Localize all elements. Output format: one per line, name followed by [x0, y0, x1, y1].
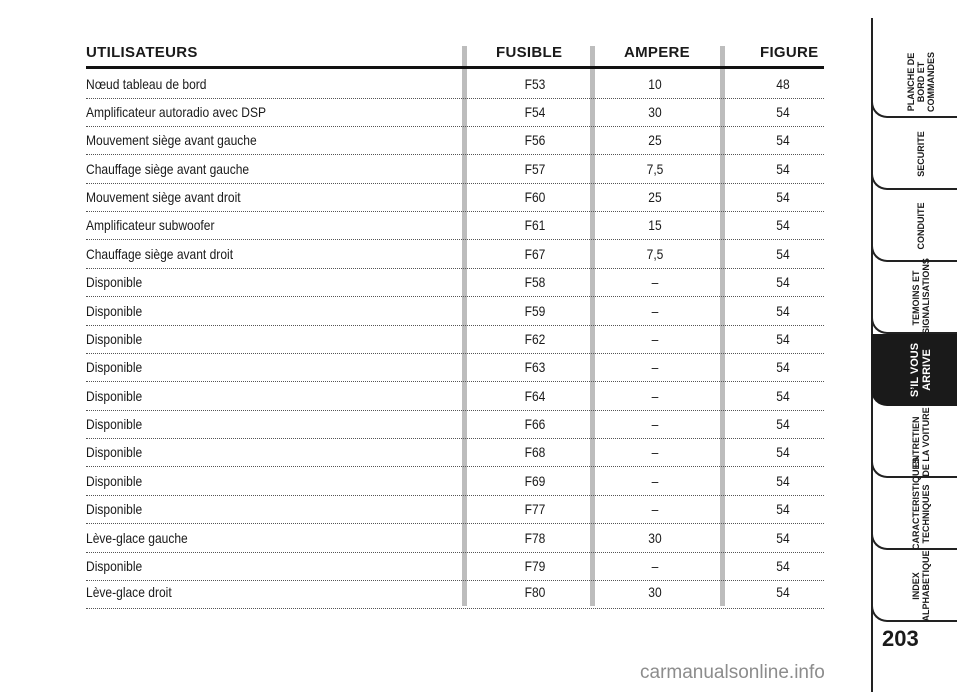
row-name: Disponible: [86, 331, 143, 347]
chapter-tab-label: CARACTERISTIQUES TECHNIQUES: [911, 457, 931, 550]
row-fuse: F62: [524, 331, 546, 347]
row-fuse: F77: [524, 501, 546, 517]
row-figure: 54: [776, 416, 790, 432]
row-amp: 30: [648, 530, 662, 546]
chapter-tab-label: SECURITE: [916, 131, 926, 177]
row-amp: –: [651, 473, 659, 489]
row-fuse: F80: [524, 584, 546, 600]
row-fuse: F54: [524, 104, 546, 120]
row-fuse: F64: [524, 388, 546, 404]
table-row: [86, 126, 824, 155]
chapter-tab[interactable]: [871, 190, 960, 262]
row-fuse: F67: [524, 246, 546, 262]
row-amp: 30: [648, 104, 662, 120]
row-amp: 15: [648, 217, 662, 233]
row-amp: –: [651, 359, 659, 375]
chapter-sidebar: [871, 0, 960, 692]
row-name: Lève-glace droit: [86, 584, 172, 600]
chapter-tab-label: INDEX ALPHABETIQUE: [911, 550, 931, 622]
row-amp: –: [651, 303, 659, 319]
row-fuse: F58: [524, 274, 546, 290]
row-figure: 54: [776, 473, 790, 489]
row-figure: 54: [776, 217, 790, 233]
row-fuse: F63: [524, 359, 546, 375]
row-amp: –: [651, 416, 659, 432]
chapter-tab-label: PLANCHE DE BORD ET COMMANDES: [906, 52, 936, 112]
row-figure: 54: [776, 132, 790, 148]
chapter-tab[interactable]: [871, 46, 960, 118]
row-name: Disponible: [86, 501, 143, 517]
row-name: Nœud tableau de bord: [86, 76, 207, 92]
row-figure: 54: [776, 274, 790, 290]
row-amp: –: [651, 501, 659, 517]
row-figure: 54: [776, 501, 790, 517]
chapter-tab[interactable]: [871, 550, 960, 622]
row-figure: 54: [776, 303, 790, 319]
row-fuse: F78: [524, 530, 546, 546]
row-fuse: F69: [524, 473, 546, 489]
row-name: Mouvement siège avant gauche: [86, 132, 257, 148]
table-row: [86, 240, 824, 269]
tab-shape: [871, 118, 957, 190]
row-amp: 25: [648, 189, 662, 205]
page-number: 203: [882, 626, 919, 651]
row-figure: 54: [776, 558, 790, 574]
chapter-tab-label: TEMOINS ET SIGNALISATIONS: [911, 258, 931, 334]
row-name: Chauffage siège avant droit: [86, 246, 234, 262]
header-figure: FIGURE: [760, 44, 819, 61]
chapter-tab[interactable]: [871, 457, 960, 550]
row-fuse: F61: [524, 217, 546, 233]
table-row: [86, 297, 824, 326]
row-fuse: F68: [524, 444, 546, 460]
row-figure: 54: [776, 246, 790, 262]
row-figure: 54: [776, 359, 790, 375]
table-row: [86, 438, 824, 467]
row-name: Disponible: [86, 359, 143, 375]
row-name: Chauffage siège avant gauche: [86, 161, 250, 177]
row-name: Disponible: [86, 416, 143, 432]
row-fuse: F60: [524, 189, 546, 205]
row-amp: 10: [648, 76, 662, 92]
table-row: [86, 552, 824, 581]
table-row: [86, 325, 824, 354]
row-name: Disponible: [86, 303, 143, 319]
chapter-tab-label: ENTRETIEN DE LA VOITURE: [911, 407, 931, 477]
row-name: Disponible: [86, 473, 143, 489]
row-amp: –: [651, 558, 659, 574]
table-row: [86, 382, 824, 411]
row-amp: 25: [648, 132, 662, 148]
row-fuse: F57: [524, 161, 546, 177]
table-row: [86, 70, 824, 99]
row-amp: –: [651, 274, 659, 290]
header-fuse: FUSIBLE: [496, 44, 563, 61]
row-figure: 54: [776, 444, 790, 460]
table-row: [86, 495, 824, 524]
header-user: UTILISATEURS: [86, 44, 198, 61]
row-amp: 7,5: [646, 246, 664, 262]
row-figure: 54: [776, 189, 790, 205]
header-rule: [86, 66, 824, 69]
row-fuse: F66: [524, 416, 546, 432]
row-fuse: F53: [524, 76, 546, 92]
row-figure: 54: [776, 104, 790, 120]
row-figure: 54: [776, 584, 790, 600]
row-fuse: F56: [524, 132, 546, 148]
row-name: Lève-glace gauche: [86, 530, 188, 546]
table-row: [86, 353, 824, 382]
table-row: [86, 155, 824, 184]
row-amp: –: [651, 331, 659, 347]
table-row: [86, 268, 824, 297]
header-amp: AMPERE: [624, 44, 690, 61]
row-name: Amplificateur autoradio avec DSP: [86, 104, 267, 120]
watermark: carmanualsonline.info: [640, 662, 825, 683]
row-figure: 54: [776, 331, 790, 347]
row-fuse: F59: [524, 303, 546, 319]
row-amp: 7,5: [646, 161, 664, 177]
row-name: Amplificateur subwoofer: [86, 217, 215, 233]
fuse-table: [86, 0, 824, 692]
table-row: [86, 98, 824, 127]
row-figure: 54: [776, 161, 790, 177]
table-row: [86, 410, 824, 439]
row-amp: –: [651, 444, 659, 460]
tab-shape: [871, 190, 957, 262]
table-row: [86, 578, 824, 609]
row-figure: 48: [776, 76, 790, 92]
row-figure: 54: [776, 388, 790, 404]
chapter-tab-label: S’IL VOUS ARRIVE: [909, 342, 933, 398]
table-row: [86, 211, 824, 240]
row-name: Disponible: [86, 444, 143, 460]
chapter-tab[interactable]: [871, 118, 960, 190]
row-name: Disponible: [86, 388, 143, 404]
row-name: Mouvement siège avant droit: [86, 189, 241, 205]
row-name: Disponible: [86, 558, 143, 574]
table-row: [86, 183, 824, 212]
chapter-tab[interactable]: [871, 258, 960, 334]
row-figure: 54: [776, 530, 790, 546]
row-name: Disponible: [86, 274, 143, 290]
table-row: [86, 467, 824, 496]
table-row: [86, 524, 824, 553]
row-amp: 30: [648, 584, 662, 600]
chapter-tab[interactable]: [871, 334, 960, 406]
row-fuse: F79: [524, 558, 546, 574]
row-amp: –: [651, 388, 659, 404]
chapter-tab-label: CONDUITE: [916, 202, 926, 250]
